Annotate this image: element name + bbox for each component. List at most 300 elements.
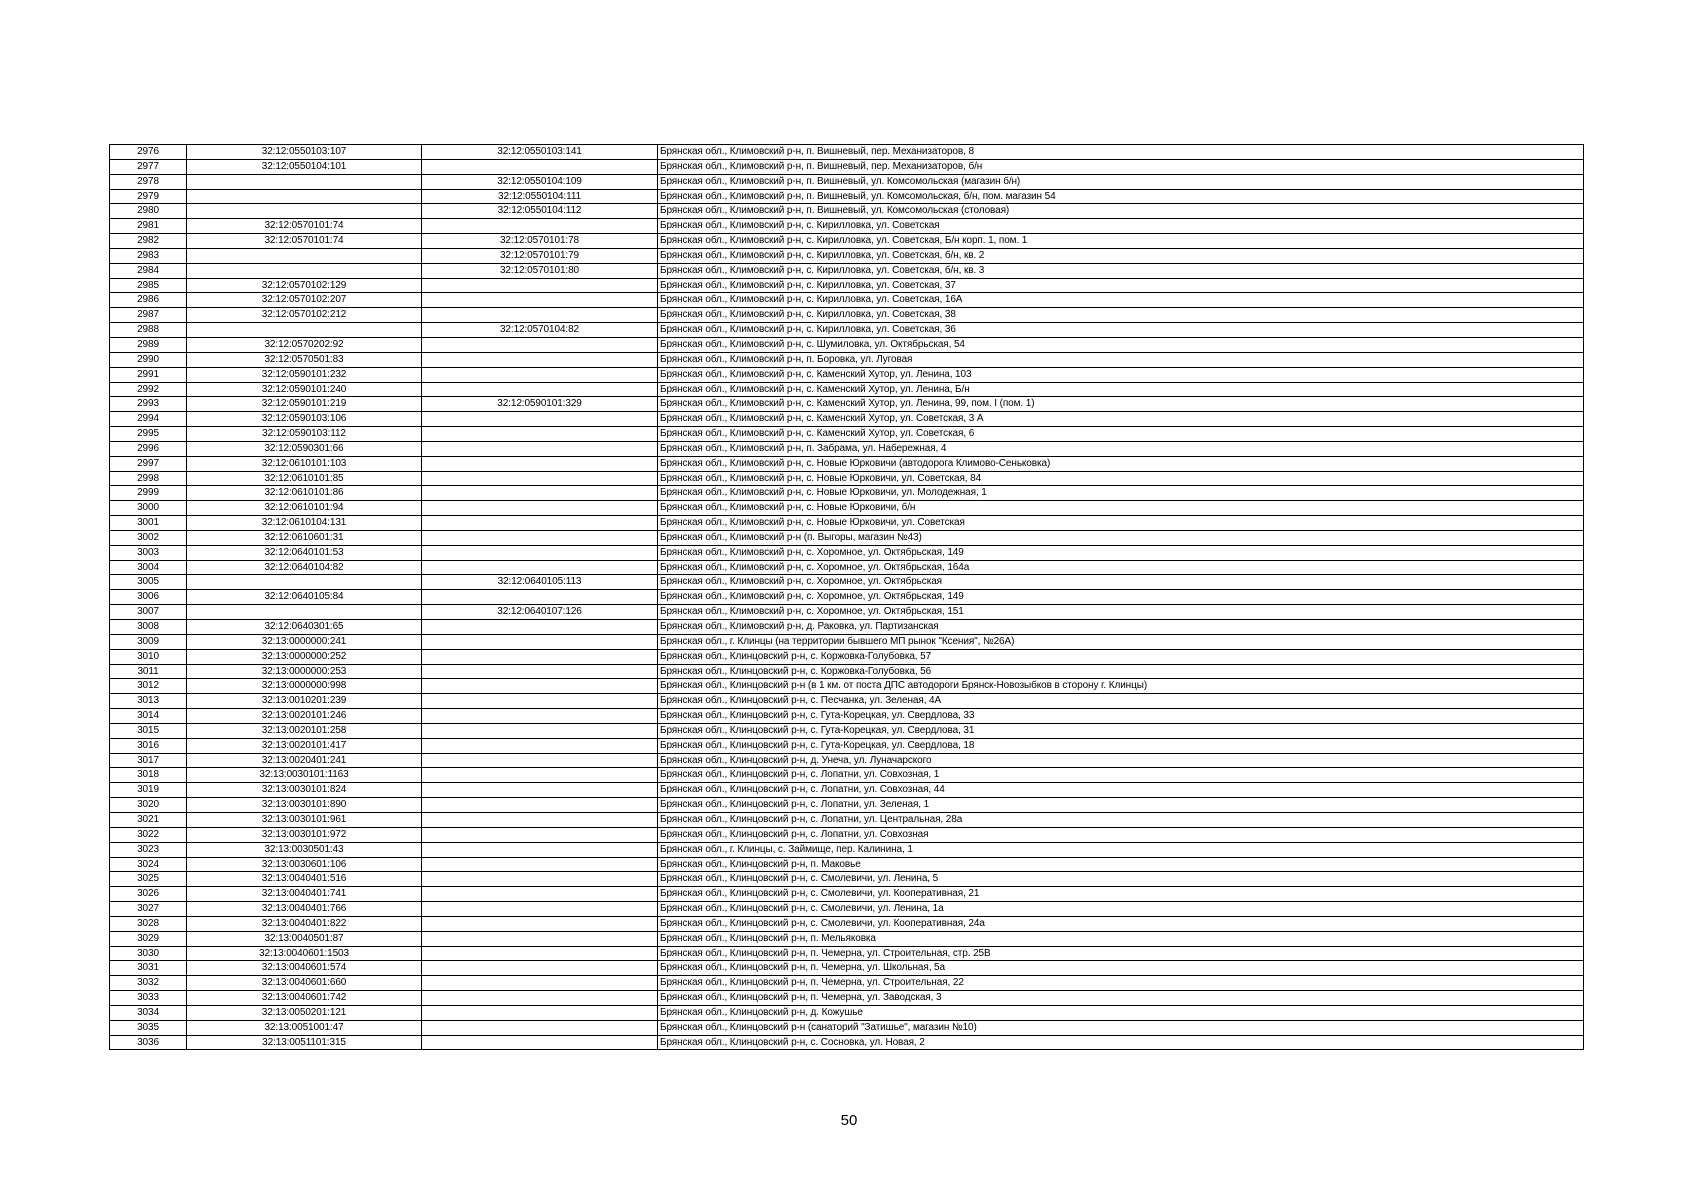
cadastral-number-cell: 32:12:0610601:31 [187,530,422,545]
table-row [110,352,1584,367]
table-row [110,887,1584,902]
cadastral-number-cell: 32:13:0040401:741 [187,887,422,902]
address-cell: Брянская обл., Клинцовский р-н, п. Чемерна, ул. Школьная, 5а [658,961,1584,976]
address-cell: Брянская обл., Клинцовский р-н, с. Гута-Корецкая, ул. Свердлова, 33 [658,709,1584,724]
building-cadastral-number-cell: 32:12:0550104:111 [422,189,658,204]
table-row [110,812,1584,827]
address-cell: Брянская обл., Клинцовский р-н, с. Гута-Корецкая, ул. Свердлова, 18 [658,738,1584,753]
row-number-cell: 2987 [110,308,187,323]
address-cell: Брянская обл., Климовский р-н, с. Кирилловка, ул. Советская, 16А [658,293,1584,308]
table-row [110,1035,1584,1050]
address-cell: Брянская обл., Климовский р-н, с. Новые Юрковичи, ул. Советская, 84 [658,471,1584,486]
row-number-cell: 3022 [110,827,187,842]
cadastral-number-cell [187,248,422,263]
address-cell: Брянская обл., Климовский р-н, с. Хоромное, ул. Октябрьская, 151 [658,605,1584,620]
cadastral-number-cell: 32:13:0030101:890 [187,798,422,813]
address-cell: Брянская обл., г. Клинцы, с. Займище, пер. Калинина, 1 [658,842,1584,857]
building-cadastral-number-cell [422,590,658,605]
cadastral-number-cell: 32:13:0000000:998 [187,679,422,694]
table-row [110,501,1584,516]
address-cell: Брянская обл., Клинцовский р-н, п. Маковье [658,857,1584,872]
address-cell: Брянская обл., Климовский р-н, с. Каменский Хутор, ул. Советская, 6 [658,427,1584,442]
cadastral-number-cell: 32:12:0590101:240 [187,382,422,397]
cadastral-number-cell: 32:12:0590101:232 [187,367,422,382]
building-cadastral-number-cell [422,679,658,694]
building-cadastral-number-cell: 32:12:0570101:78 [422,234,658,249]
building-cadastral-number-cell: 32:12:0570101:79 [422,248,658,263]
row-number-cell: 2998 [110,471,187,486]
row-number-cell: 3018 [110,768,187,783]
building-cadastral-number-cell: 32:12:0640105:113 [422,575,658,590]
cadastral-number-cell [187,204,422,219]
cadastral-number-cell [187,323,422,338]
cadastral-number-cell [187,174,422,189]
building-cadastral-number-cell [422,293,658,308]
building-cadastral-number-cell [422,382,658,397]
building-cadastral-number-cell [422,219,658,234]
building-cadastral-number-cell [422,887,658,902]
address-cell: Брянская обл., Климовский р-н, п. Вишневый, пер. Механизаторов, 8 [658,145,1584,160]
building-cadastral-number-cell [422,367,658,382]
cadastral-number-cell: 32:13:0020101:258 [187,723,422,738]
building-cadastral-number-cell [422,412,658,427]
row-number-cell: 2984 [110,263,187,278]
address-cell: Брянская обл., Климовский р-н, с. Кирилловка, ул. Советская, б/н, кв. 2 [658,248,1584,263]
row-number-cell: 3026 [110,887,187,902]
table-row [110,293,1584,308]
table-row [110,427,1584,442]
building-cadastral-number-cell [422,768,658,783]
cadastral-number-cell: 32:13:0030501:43 [187,842,422,857]
building-cadastral-number-cell [422,664,658,679]
table-row [110,931,1584,946]
row-number-cell: 3010 [110,649,187,664]
cadastral-number-cell: 32:12:0570102:129 [187,278,422,293]
row-number-cell: 2991 [110,367,187,382]
row-number-cell: 3014 [110,709,187,724]
building-cadastral-number-cell [422,872,658,887]
cadastral-number-cell: 32:13:0030101:1163 [187,768,422,783]
row-number-cell: 3034 [110,1005,187,1020]
address-cell: Брянская обл., Климовский р-н, с. Новые Юрковичи, б/н [658,501,1584,516]
building-cadastral-number-cell [422,783,658,798]
building-cadastral-number-cell [422,1035,658,1050]
address-cell: Брянская обл., Климовский р-н, п. Вишневый, ул. Комсомольская (столовая) [658,204,1584,219]
address-cell: Брянская обл., Климовский р-н, п. Вишневый, ул. Комсомольская (магазин б/н) [658,174,1584,189]
cadastral-number-cell: 32:12:0550103:107 [187,145,422,160]
address-cell: Брянская обл., Клинцовский р-н, п. Чемерна, ул. Строительная, стр. 25В [658,946,1584,961]
address-cell: Брянская обл., Клинцовский р-н, с. Лопатни, ул. Центральная, 28а [658,812,1584,827]
row-number-cell: 2995 [110,427,187,442]
row-number-cell: 2977 [110,159,187,174]
building-cadastral-number-cell [422,694,658,709]
address-cell: Брянская обл., Климовский р-н, с. Кирилловка, ул. Советская, 37 [658,278,1584,293]
cadastral-number-cell: 32:12:0640105:84 [187,590,422,605]
address-cell: Брянская обл., Климовский р-н, с. Кирилловка, ул. Советская, Б/н корп. 1, пом. 1 [658,234,1584,249]
address-cell: Брянская обл., Клинцовский р-н, с. Лопатни, ул. Зеленая, 1 [658,798,1584,813]
building-cadastral-number-cell [422,278,658,293]
cadastral-number-cell: 32:13:0051101:315 [187,1035,422,1050]
row-number-cell: 2992 [110,382,187,397]
address-cell: Брянская обл., Клинцовский р-н, с. Лопатни, ул. Совхозная, 1 [658,768,1584,783]
address-cell: Брянская обл., Климовский р-н, с. Новые Юрковичи, ул. Молодежная, 1 [658,486,1584,501]
address-cell: Брянская обл., Климовский р-н, с. Кирилловка, ул. Советская, б/н, кв. 3 [658,263,1584,278]
cadastral-number-cell: 32:12:0570102:207 [187,293,422,308]
address-cell: Брянская обл., Клинцовский р-н, с. Смолевичи, ул. Кооперативная, 24а [658,916,1584,931]
row-number-cell: 3009 [110,634,187,649]
row-number-cell: 3002 [110,530,187,545]
table-row [110,916,1584,931]
row-number-cell: 3030 [110,946,187,961]
row-number-cell: 3036 [110,1035,187,1050]
cadastral-number-cell [187,263,422,278]
building-cadastral-number-cell [422,842,658,857]
address-cell: Брянская обл., Климовский р-н, с. Хоромное, ул. Октябрьская, 164а [658,560,1584,575]
cadastral-number-cell: 32:12:0610101:103 [187,456,422,471]
building-cadastral-number-cell [422,798,658,813]
building-cadastral-number-cell [422,471,658,486]
cadastral-number-cell: 32:12:0640104:82 [187,560,422,575]
address-cell: Брянская обл., Климовский р-н, с. Каменский Хутор, ул. Ленина, 103 [658,367,1584,382]
cadastral-number-cell: 32:12:0640101:53 [187,545,422,560]
table-row [110,545,1584,560]
registry-table [109,144,1584,1050]
address-cell: Брянская обл., Климовский р-н, с. Кирилловка, ул. Советская [658,219,1584,234]
building-cadastral-number-cell [422,946,658,961]
table-row [110,412,1584,427]
row-number-cell: 2989 [110,337,187,352]
table-row [110,768,1584,783]
row-number-cell: 2999 [110,486,187,501]
row-number-cell: 3016 [110,738,187,753]
table-row [110,664,1584,679]
row-number-cell: 3017 [110,753,187,768]
building-cadastral-number-cell [422,857,658,872]
cadastral-number-cell: 32:13:0040401:766 [187,902,422,917]
address-cell: Брянская обл., Климовский р-н, с. Кирилловка, ул. Советская, 38 [658,308,1584,323]
building-cadastral-number-cell [422,931,658,946]
table-row [110,219,1584,234]
building-cadastral-number-cell [422,308,658,323]
cadastral-number-cell: 32:12:0590103:106 [187,412,422,427]
building-cadastral-number-cell [422,501,658,516]
table-row [110,649,1584,664]
table-row [110,842,1584,857]
row-number-cell: 2976 [110,145,187,160]
address-cell: Брянская обл., г. Клинцы (на территории бывшего МП рынок "Ксения", №26А) [658,634,1584,649]
address-cell: Брянская обл., Климовский р-н, п. Боровка, ул. Луговая [658,352,1584,367]
address-cell: Брянская обл., Клинцовский р-н (санаторий "Затишье", магазин №10) [658,1020,1584,1035]
address-cell: Брянская обл., Клинцовский р-н, д. Кожушье [658,1005,1584,1020]
row-number-cell: 3023 [110,842,187,857]
row-number-cell: 3005 [110,575,187,590]
row-number-cell: 2986 [110,293,187,308]
table-row [110,263,1584,278]
building-cadastral-number-cell: 32:12:0570104:82 [422,323,658,338]
building-cadastral-number-cell [422,902,658,917]
row-number-cell: 2993 [110,397,187,412]
table-row [110,857,1584,872]
row-number-cell: 3021 [110,812,187,827]
table-row [110,530,1584,545]
table-row [110,441,1584,456]
table-row [110,723,1584,738]
cadastral-number-cell: 32:13:0040501:87 [187,931,422,946]
table-row [110,486,1584,501]
address-cell: Брянская обл., Клинцовский р-н, с. Песчанка, ул. Зеленая, 4А [658,694,1584,709]
cadastral-number-cell [187,605,422,620]
cadastral-number-cell: 32:12:0610104:131 [187,516,422,531]
cadastral-number-cell: 32:13:0010201:239 [187,694,422,709]
building-cadastral-number-cell [422,709,658,724]
table-row [110,575,1584,590]
address-cell: Брянская обл., Климовский р-н, с. Каменский Хутор, ул. Ленина, 99, пом. I (пом. 1) [658,397,1584,412]
cadastral-number-cell [187,189,422,204]
cadastral-number-cell: 32:13:0000000:253 [187,664,422,679]
page-number: 50 [840,1112,858,1129]
table-row [110,323,1584,338]
building-cadastral-number-cell [422,753,658,768]
row-number-cell: 3015 [110,723,187,738]
table-row [110,397,1584,412]
cadastral-number-cell: 32:13:0020101:246 [187,709,422,724]
row-number-cell: 3035 [110,1020,187,1035]
table-row [110,976,1584,991]
address-cell: Брянская обл., Климовский р-н, с. Каменский Хутор, ул. Ленина, Б/н [658,382,1584,397]
row-number-cell: 3011 [110,664,187,679]
building-cadastral-number-cell [422,159,658,174]
table-row [110,991,1584,1006]
cadastral-number-cell: 32:12:0640301:65 [187,620,422,635]
table-row [110,783,1584,798]
row-number-cell: 3025 [110,872,187,887]
row-number-cell: 3007 [110,605,187,620]
table-row [110,337,1584,352]
building-cadastral-number-cell: 32:12:0570101:80 [422,263,658,278]
row-number-cell: 2990 [110,352,187,367]
row-number-cell: 2988 [110,323,187,338]
table-row [110,709,1584,724]
building-cadastral-number-cell [422,337,658,352]
table-row [110,278,1584,293]
cadastral-number-cell: 32:12:0570101:74 [187,234,422,249]
cadastral-number-cell: 32:13:0000000:241 [187,634,422,649]
building-cadastral-number-cell [422,441,658,456]
cadastral-number-cell: 32:12:0610101:94 [187,501,422,516]
row-number-cell: 3024 [110,857,187,872]
address-cell: Брянская обл., Климовский р-н, п. Забрама, ул. Набережная, 4 [658,441,1584,456]
building-cadastral-number-cell [422,456,658,471]
building-cadastral-number-cell [422,560,658,575]
row-number-cell: 3012 [110,679,187,694]
building-cadastral-number-cell [422,723,658,738]
row-number-cell: 3032 [110,976,187,991]
row-number-cell: 3027 [110,902,187,917]
row-number-cell: 3013 [110,694,187,709]
address-cell: Брянская обл., Клинцовский р-н, п. Чемерна, ул. Строительная, 22 [658,976,1584,991]
building-cadastral-number-cell: 32:12:0640107:126 [422,605,658,620]
address-cell: Брянская обл., Климовский р-н, с. Новые Юрковичи (автодорога Климово-Сеньковка) [658,456,1584,471]
address-cell: Брянская обл., Климовский р-н, с. Кирилловка, ул. Советская, 36 [658,323,1584,338]
building-cadastral-number-cell [422,545,658,560]
table-row [110,634,1584,649]
row-number-cell: 3003 [110,545,187,560]
table-row [110,902,1584,917]
cadastral-number-cell: 32:13:0020101:417 [187,738,422,753]
row-number-cell: 2985 [110,278,187,293]
table-row [110,189,1584,204]
row-number-cell: 3008 [110,620,187,635]
table-row [110,560,1584,575]
address-cell: Брянская обл., Климовский р-н, п. Вишневый, пер. Механизаторов, б/н [658,159,1584,174]
cadastral-number-cell: 32:13:0050201:121 [187,1005,422,1020]
building-cadastral-number-cell [422,827,658,842]
address-cell: Брянская обл., Климовский р-н, с. Каменский Хутор, ул. Советская, 3 А [658,412,1584,427]
cadastral-number-cell: 32:13:0040401:822 [187,916,422,931]
building-cadastral-number-cell: 32:12:0550104:109 [422,174,658,189]
row-number-cell: 2981 [110,219,187,234]
table-row [110,174,1584,189]
table-row [110,516,1584,531]
building-cadastral-number-cell [422,649,658,664]
row-number-cell: 2979 [110,189,187,204]
cadastral-number-cell: 32:12:0610101:86 [187,486,422,501]
address-cell: Брянская обл., Клинцовский р-н, п. Мельяковка [658,931,1584,946]
cadastral-number-cell: 32:12:0570102:212 [187,308,422,323]
table-row [110,471,1584,486]
table-row [110,145,1584,160]
table-row [110,961,1584,976]
building-cadastral-number-cell: 32:12:0550104:112 [422,204,658,219]
building-cadastral-number-cell [422,1005,658,1020]
building-cadastral-number-cell: 32:12:0550103:141 [422,145,658,160]
row-number-cell: 2978 [110,174,187,189]
table-row [110,234,1584,249]
table-row [110,872,1584,887]
table-row [110,679,1584,694]
row-number-cell: 3004 [110,560,187,575]
address-cell: Брянская обл., Клинцовский р-н, п. Чемерна, ул. Заводская, 3 [658,991,1584,1006]
table-row [110,456,1584,471]
cadastral-number-cell: 32:13:0040401:516 [187,872,422,887]
building-cadastral-number-cell: 32:12:0590101:329 [422,397,658,412]
address-cell: Брянская обл., Климовский р-н, с. Шумиловка, ул. Октябрьская, 54 [658,337,1584,352]
cadastral-number-cell: 32:12:0570202:92 [187,337,422,352]
row-number-cell: 2982 [110,234,187,249]
building-cadastral-number-cell [422,486,658,501]
address-cell: Брянская обл., Клинцовский р-н, с. Коржовка-Голубовка, 56 [658,664,1584,679]
cadastral-number-cell: 32:13:0030101:961 [187,812,422,827]
cadastral-number-cell: 32:13:0040601:574 [187,961,422,976]
address-cell: Брянская обл., Клинцовский р-н, д. Унеча, ул. Луначарского [658,753,1584,768]
row-number-cell: 2996 [110,441,187,456]
address-cell: Брянская обл., Клинцовский р-н, с. Смолевичи, ул. Кооперативная, 21 [658,887,1584,902]
table-row [110,308,1584,323]
cadastral-number-cell: 32:12:0570501:83 [187,352,422,367]
row-number-cell: 3033 [110,991,187,1006]
cadastral-number-cell: 32:13:0040601:660 [187,976,422,991]
table-row [110,590,1584,605]
cadastral-number-cell: 32:12:0570101:74 [187,219,422,234]
table-row [110,798,1584,813]
address-cell: Брянская обл., Климовский р-н, с. Хоромное, ул. Октябрьская, 149 [658,590,1584,605]
table-row [110,204,1584,219]
cadastral-number-cell: 32:13:0000000:252 [187,649,422,664]
cadastral-number-cell [187,575,422,590]
building-cadastral-number-cell [422,634,658,649]
building-cadastral-number-cell [422,530,658,545]
table-row [110,1020,1584,1035]
table-row [110,738,1584,753]
table-row [110,605,1584,620]
row-number-cell: 3028 [110,916,187,931]
cadastral-number-cell: 32:13:0051001:47 [187,1020,422,1035]
table-row [110,248,1584,263]
address-cell: Брянская обл., Климовский р-н, п. Вишневый, ул. Комсомольская, б/н, пом. магазин 54 [658,189,1584,204]
registry-table-body [110,145,1584,1050]
address-cell: Брянская обл., Клинцовский р-н, с. Сосновка, ул. Новая, 2 [658,1035,1584,1050]
row-number-cell: 3006 [110,590,187,605]
table-row [110,753,1584,768]
cadastral-number-cell: 32:12:0590101:219 [187,397,422,412]
cadastral-number-cell: 32:12:0590301:66 [187,441,422,456]
row-number-cell: 3029 [110,931,187,946]
building-cadastral-number-cell [422,976,658,991]
table-row [110,694,1584,709]
row-number-cell: 3020 [110,798,187,813]
row-number-cell: 3031 [110,961,187,976]
table-row [110,159,1584,174]
address-cell: Брянская обл., Клинцовский р-н, с. Лопатни, ул. Совхозная, 44 [658,783,1584,798]
row-number-cell: 3001 [110,516,187,531]
cadastral-number-cell: 32:13:0040601:1503 [187,946,422,961]
row-number-cell: 2980 [110,204,187,219]
address-cell: Брянская обл., Клинцовский р-н, с. Коржовка-Голубовка, 57 [658,649,1584,664]
address-cell: Брянская обл., Климовский р-н, с. Хоромное, ул. Октябрьская [658,575,1584,590]
row-number-cell: 2994 [110,412,187,427]
address-cell: Брянская обл., Клинцовский р-н, с. Гута-Корецкая, ул. Свердлова, 31 [658,723,1584,738]
address-cell: Брянская обл., Клинцовский р-н, с. Лопатни, ул. Совхозная [658,827,1584,842]
row-number-cell: 2997 [110,456,187,471]
table-row [110,827,1584,842]
address-cell: Брянская обл., Климовский р-н (п. Выгоры, магазин №43) [658,530,1584,545]
address-cell: Брянская обл., Клинцовский р-н, с. Смолевичи, ул. Ленина, 1а [658,902,1584,917]
address-cell: Брянская обл., Климовский р-н, с. Новые Юрковичи, ул. Советская [658,516,1584,531]
building-cadastral-number-cell [422,427,658,442]
cadastral-number-cell: 32:12:0610101:85 [187,471,422,486]
table-row [110,620,1584,635]
address-cell: Брянская обл., Климовский р-н, д. Раковка, ул. Партизанская [658,620,1584,635]
cadastral-number-cell: 32:13:0030101:824 [187,783,422,798]
row-number-cell: 3019 [110,783,187,798]
building-cadastral-number-cell [422,516,658,531]
row-number-cell: 2983 [110,248,187,263]
table-row [110,946,1584,961]
cadastral-number-cell: 32:13:0020401:241 [187,753,422,768]
building-cadastral-number-cell [422,620,658,635]
building-cadastral-number-cell [422,352,658,367]
cadastral-number-cell: 32:13:0030601:106 [187,857,422,872]
table-row [110,1005,1584,1020]
building-cadastral-number-cell [422,1020,658,1035]
cadastral-number-cell: 32:13:0030101:972 [187,827,422,842]
address-cell: Брянская обл., Климовский р-н, с. Хоромное, ул. Октябрьская, 149 [658,545,1584,560]
table-row [110,367,1584,382]
building-cadastral-number-cell [422,812,658,827]
cadastral-number-cell: 32:12:0590103:112 [187,427,422,442]
cadastral-number-cell: 32:12:0550104:101 [187,159,422,174]
address-cell: Брянская обл., Клинцовский р-н (в 1 км. от поста ДПС автодороги Брянск-Новозыбков в сторону г. Клинцы) [658,679,1584,694]
